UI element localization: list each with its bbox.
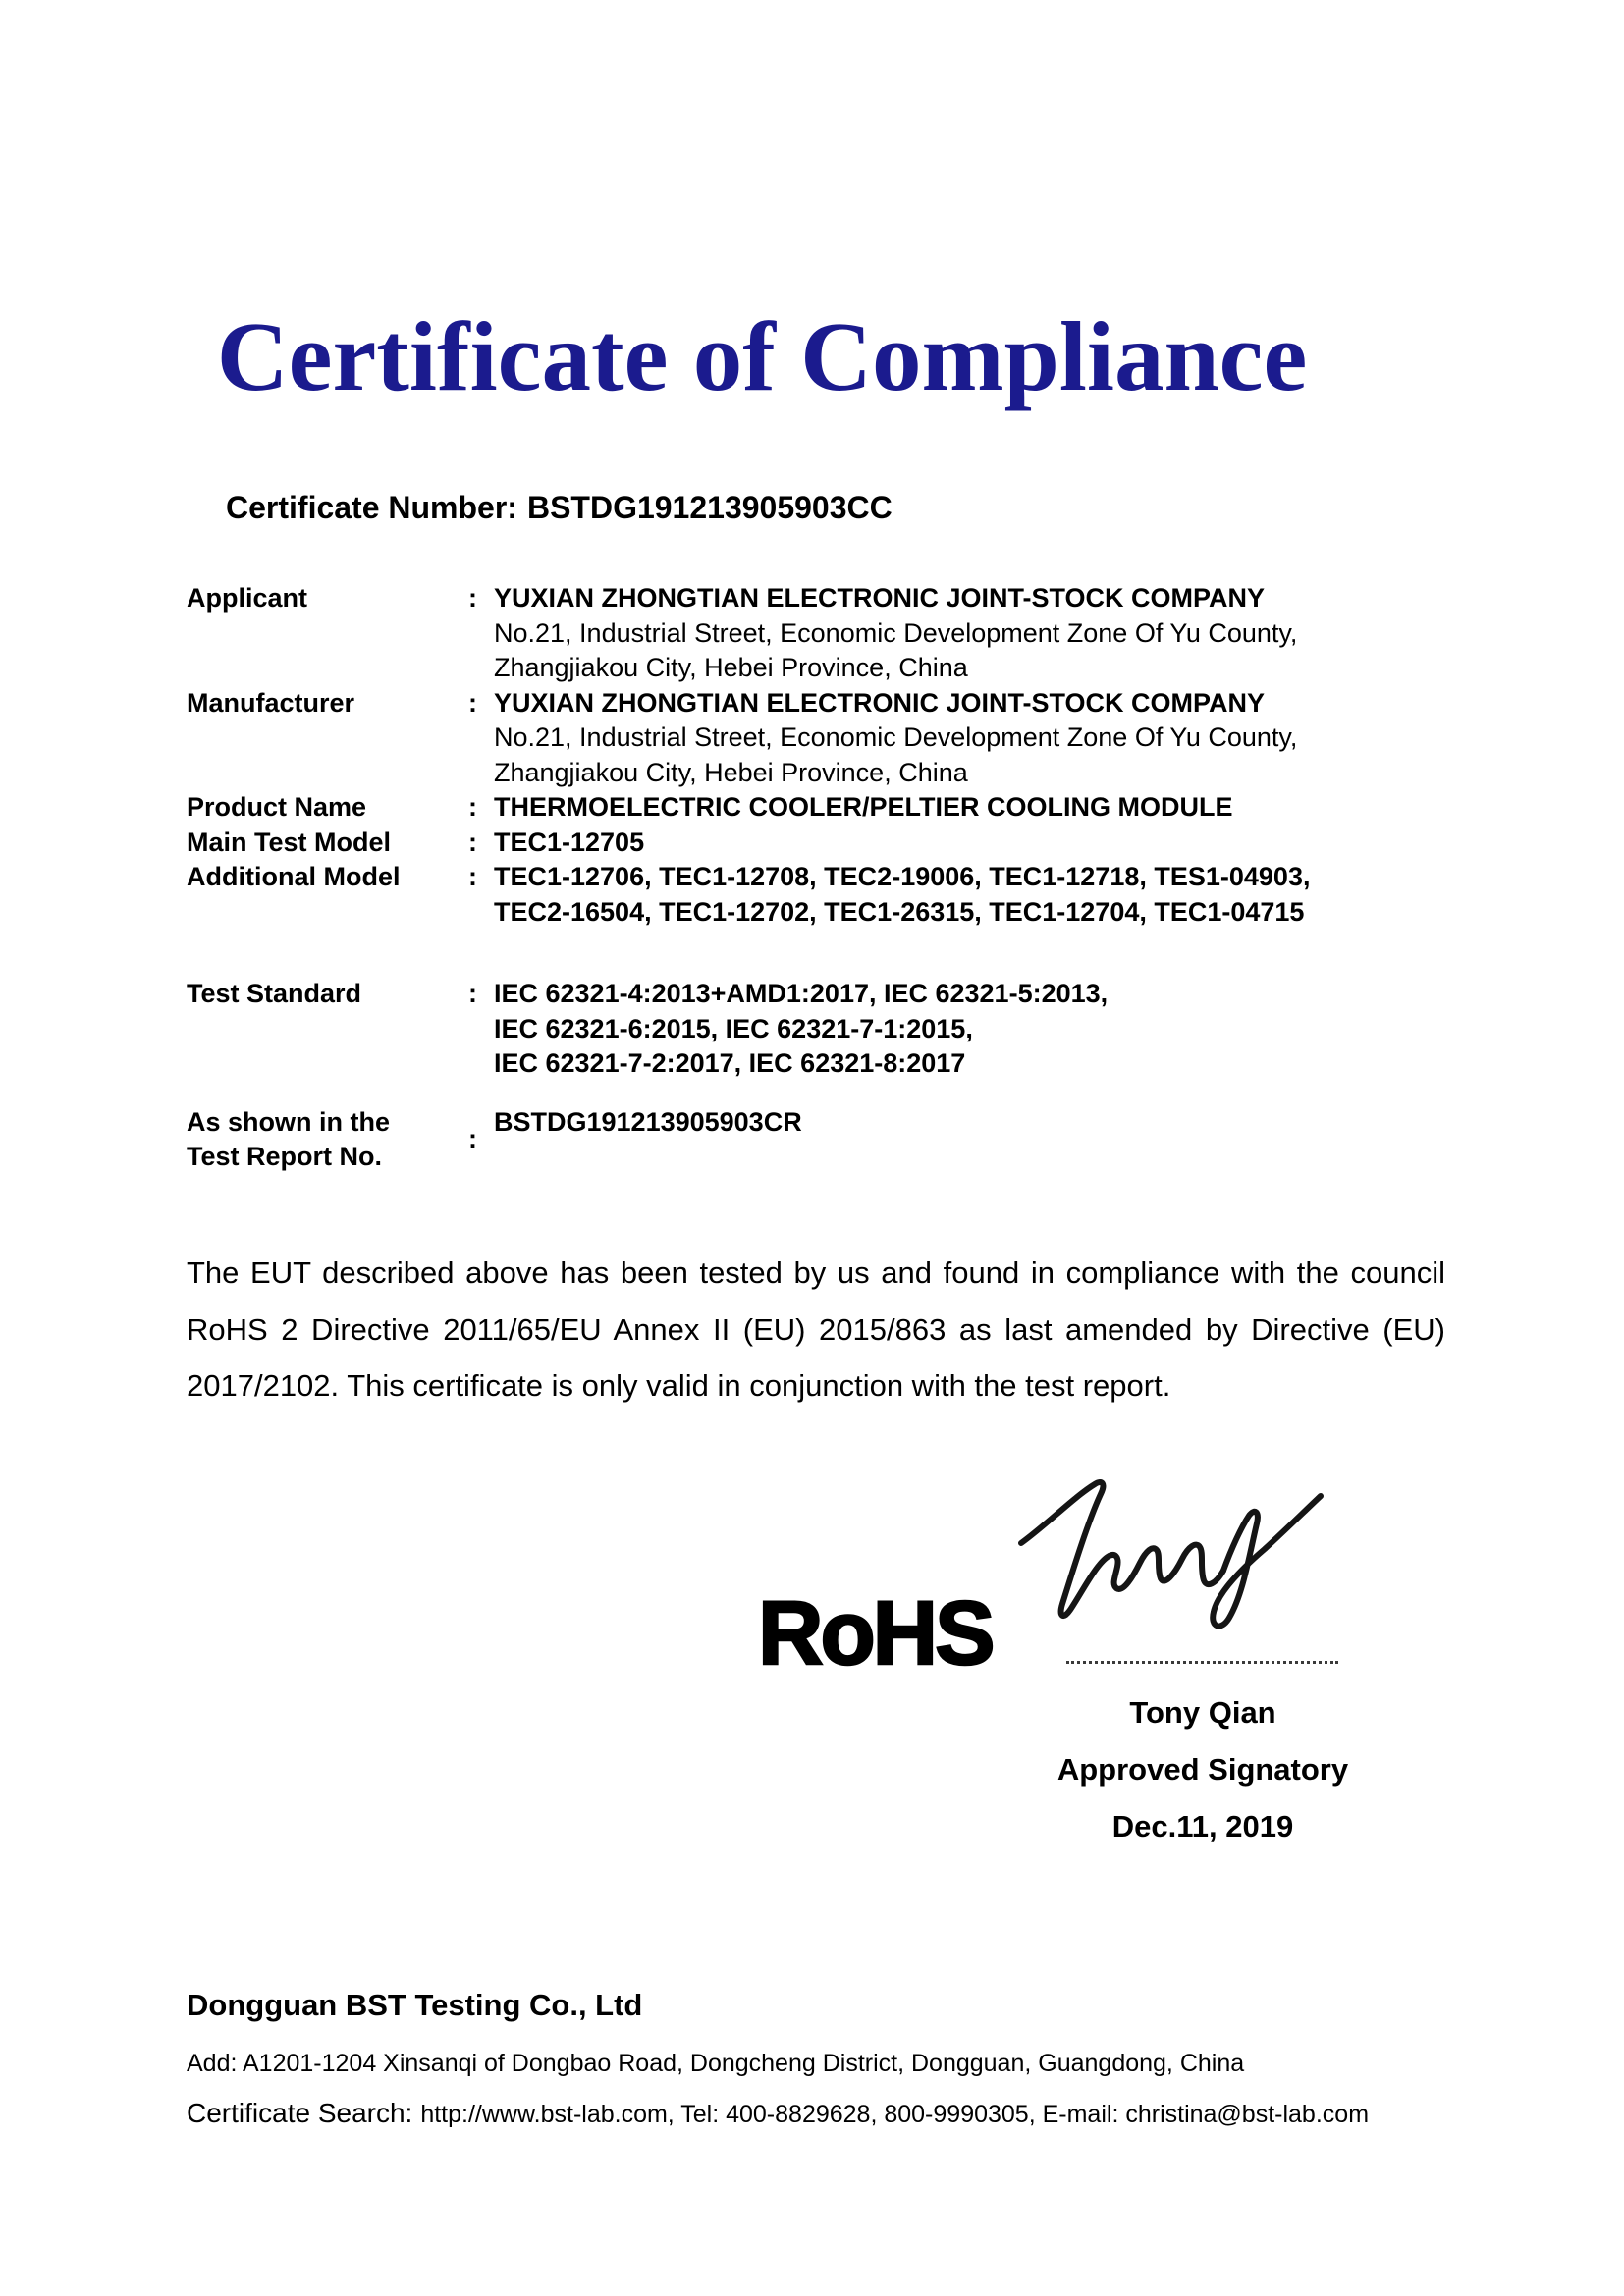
- detail-colon: :: [468, 792, 477, 822]
- detail-value-line: TEC1-12706, TEC1-12708, TEC2-19006, TEC1-12718, TES1-04903,: [494, 862, 1311, 891]
- detail-row: [187, 826, 1443, 861]
- detail-colon: :: [468, 827, 477, 857]
- detail-label-line: Main Test Model: [187, 827, 392, 857]
- detail-label-line: Manufacturer: [187, 687, 355, 718]
- detail-value: [494, 581, 1443, 686]
- detail-value-line: YUXIAN ZHONGTIAN ELECTRONIC JOINT-STOCK COMPANY: [494, 583, 1266, 613]
- detail-label: [187, 826, 468, 861]
- detail-value: [494, 826, 1443, 861]
- detail-label-line: Test Report No.: [187, 1142, 383, 1171]
- signatory-title: Approved Signatory: [1056, 1752, 1349, 1787]
- detail-value-line: YUXIAN ZHONGTIAN ELECTRONIC JOINT-STOCK COMPANY: [494, 687, 1266, 718]
- signatory-block: [1011, 1684, 1394, 1855]
- detail-value-line: TEC2-16504, TEC1-12702, TEC1-26315, TEC1-12704, TEC1-04715: [494, 896, 1305, 927]
- lab-address: Add: A1201-1204 Xinsanqi of Dongbao Road, Dongcheng District, Dongguan, Guangdong, China: [187, 2050, 1245, 2077]
- certificate-search-label: Certificate Search:: [187, 2098, 413, 2128]
- detail-label: [187, 790, 468, 826]
- detail-label: [187, 1105, 468, 1175]
- detail-label-line: Applicant: [187, 583, 308, 613]
- detail-value-line: IEC 62321-4:2013+AMD1:2017, IEC 62321-5:2013,: [494, 979, 1109, 1008]
- detail-value-line: No.21, Industrial Street, Economic Development Zone Of Yu County,: [494, 722, 1298, 752]
- detail-value: [494, 977, 1443, 1082]
- certificate-number-line: [226, 489, 893, 526]
- detail-value-line: Zhangjiakou City, Hebei Province, China: [494, 653, 968, 682]
- detail-value-line: TEC1-12705: [494, 827, 645, 857]
- detail-value-line: No.21, Industrial Street, Economic Development Zone Of Yu County,: [494, 617, 1298, 648]
- detail-label: [187, 581, 468, 686]
- detail-label-line: Test Standard: [187, 979, 362, 1008]
- page-title: Certificate of Compliance: [216, 301, 1308, 411]
- detail-row: [187, 977, 1443, 1082]
- detail-value-line: Zhangjiakou City, Hebei Province, China: [494, 757, 968, 787]
- detail-label: [187, 977, 468, 1082]
- certificate-search-line: [187, 2097, 1369, 2131]
- details-table: [187, 581, 1443, 1175]
- detail-value: [494, 1105, 1443, 1175]
- detail-label-line: As shown in the: [187, 1106, 391, 1137]
- certificate-number-label: Certificate Number:: [226, 490, 517, 525]
- handwritten-signature: [1001, 1455, 1326, 1651]
- signatory-name: Tony Qian: [1129, 1695, 1276, 1730]
- detail-row: [187, 686, 1443, 791]
- detail-value: [494, 790, 1443, 826]
- detail-value: [494, 860, 1443, 930]
- detail-row: [187, 581, 1443, 686]
- detail-value: [494, 686, 1443, 791]
- detail-colon: :: [468, 687, 477, 718]
- certificate-search-info: http://www.bst-lab.com, Tel: 400-8829628, 800-9990305, E-mail: christina@bst-lab.com: [420, 2101, 1370, 2128]
- rohs-logo: RoHS: [758, 1583, 993, 1683]
- detail-label: [187, 860, 468, 930]
- detail-value-line: BSTDG191213905903CR: [494, 1106, 802, 1137]
- detail-label-line: Product Name: [187, 792, 367, 822]
- detail-colon: :: [468, 1124, 477, 1154]
- detail-colon: :: [468, 583, 477, 613]
- detail-row: [187, 790, 1443, 826]
- detail-value-line: IEC 62321-7-2:2017, IEC 62321-8:2017: [494, 1048, 966, 1078]
- detail-row: [187, 860, 1443, 930]
- certificate-number-value: BSTDG191213905903CC: [526, 490, 893, 525]
- detail-row: [187, 1105, 1443, 1175]
- detail-colon: :: [468, 979, 477, 1008]
- detail-value-line: THERMOELECTRIC COOLER/PELTIER COOLING MODULE: [494, 792, 1233, 822]
- signature-date: Dec.11, 2019: [1111, 1809, 1294, 1843]
- detail-colon: :: [468, 862, 477, 891]
- detail-value-line: IEC 62321-6:2015, IEC 62321-7-1:2015,: [494, 1013, 973, 1043]
- compliance-statement: The EUT described above has been tested by us and found in compliance with the council RoHS 2 Directive 2011/65/EU Annex II (EU) 2015/863 as last amended by Directive (EU) 2017/2102. This certificate is only valid in conjunction with the test report.: [187, 1255, 1445, 1403]
- detail-label: [187, 686, 468, 791]
- detail-label-line: Additional Model: [187, 862, 401, 891]
- lab-name: Dongguan BST Testing Co., Ltd: [187, 1988, 643, 2022]
- signature-line: [1066, 1661, 1338, 1664]
